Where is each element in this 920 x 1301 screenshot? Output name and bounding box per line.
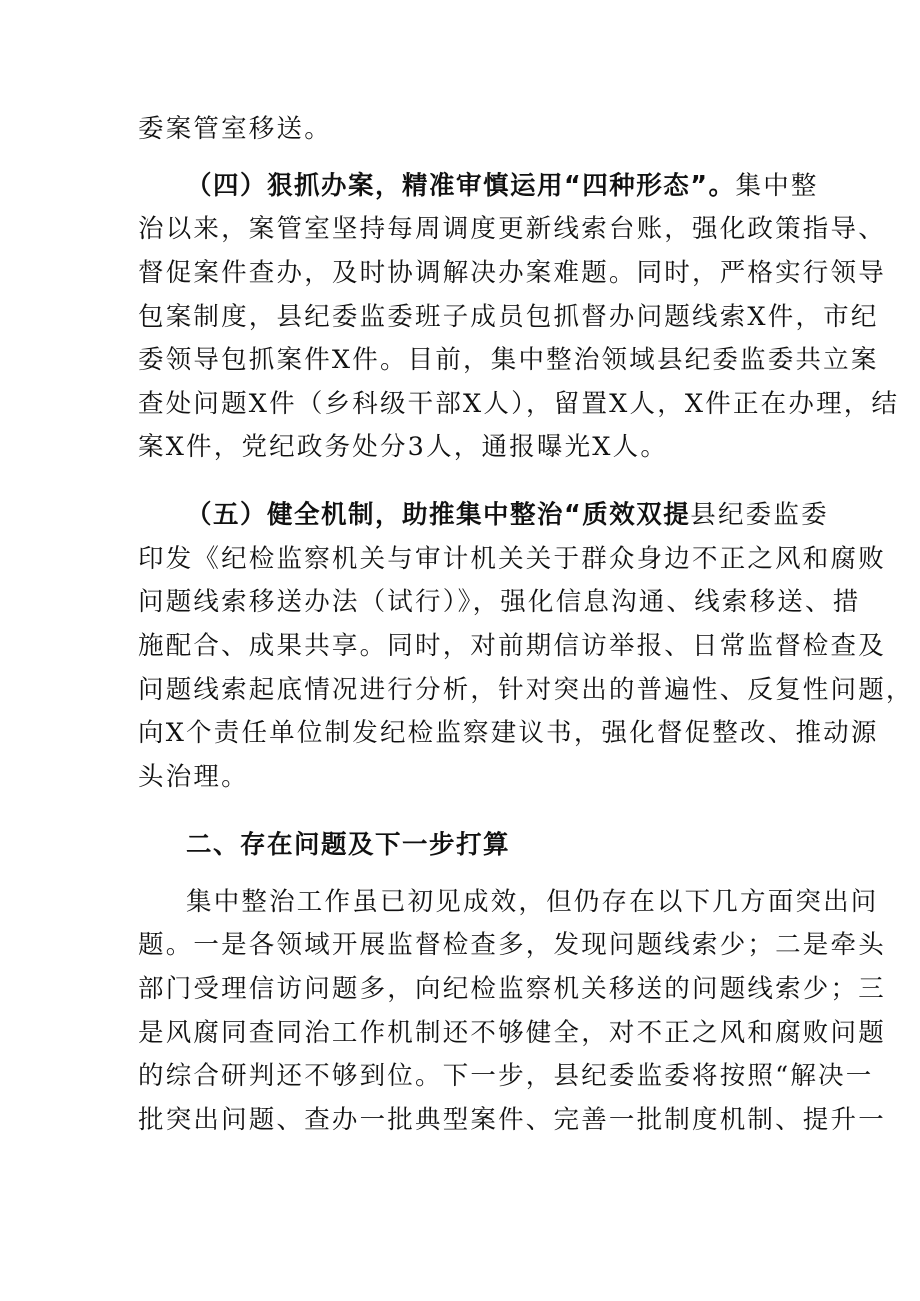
text: 是风腐同查同治工作机制还不够健全，对不正之风和腐败问题 — [138, 1018, 886, 1048]
text: 督促案件查办，及时协调解决办案难题。同时，严格实行领导 — [138, 258, 886, 288]
text: 集中整 — [735, 171, 819, 201]
text: 包案制度，县纪委监委班子成员包抓督办问题线索X件，市纪 — [138, 302, 879, 332]
paragraph-line — [138, 1014, 886, 1052]
text: 治以来，案管室坚持每周调度更新线索台账，强化政策指导、 — [138, 214, 886, 244]
paragraph-line — [138, 298, 879, 336]
text: 查处问题X件（乡科级干部X人），留置X人，X件正在办理，结 — [138, 389, 900, 419]
text: 问题线索起底情况进行分析，针对突出的普遍性、反复性问题， — [138, 675, 914, 705]
text: 县纪委监委 — [690, 500, 829, 530]
paragraph-line — [138, 671, 914, 709]
paragraph-line — [138, 540, 886, 578]
text: 向X个责任单位制发纪检监察建议书，强化督促整改、推动源 — [138, 718, 879, 748]
paragraph-line — [138, 110, 798, 148]
text: 委领导包抓案件X件。目前，集中整治领域县纪委监委共立案 — [138, 345, 879, 375]
text: 施配合、成果共享。同时，对前期信访举报、日常监督检查及 — [138, 631, 886, 661]
section-heading-line — [186, 826, 798, 864]
paragraph-line — [138, 341, 879, 379]
section-heading-four: （四）狠抓办案，精准审慎运用“四种形态”。 — [186, 171, 736, 201]
paragraph-line — [138, 428, 798, 466]
heading-five-line — [186, 496, 829, 534]
text: 集中整治工作虽已初见成效，但仍存在以下几方面突出问 — [186, 887, 879, 917]
paragraph-line — [186, 883, 879, 921]
paragraph-line — [138, 254, 886, 292]
paragraph-line — [138, 714, 879, 752]
text: 印发《纪检监察机关与审计机关关于群众身边不正之风和腐败 — [138, 544, 886, 574]
section-heading-two: 二、存在问题及下一步打算 — [186, 830, 511, 860]
text: 题。一是各领域开展监督检查多，发现问题线索少；二是牵头 — [138, 930, 886, 960]
paragraph-line — [138, 926, 886, 964]
paragraph-line — [138, 758, 798, 796]
paragraph-line — [138, 1101, 886, 1139]
text: 的综合研判还不够到位。下一步，县纪委监委将按照“解决一 — [138, 1061, 874, 1091]
paragraph-line — [138, 627, 886, 665]
paragraph-line — [138, 583, 861, 621]
paragraph-line — [138, 970, 886, 1008]
paragraph-line — [138, 210, 886, 248]
text: 委案管室移送。 — [138, 114, 332, 144]
text: 批突出问题、查办一批典型案件、完善一批制度机制、提升一 — [138, 1105, 886, 1135]
text: 问题线索移送办法（试行）》，强化信息沟通、线索移送、措 — [138, 587, 861, 617]
text: 头治理。 — [138, 762, 249, 792]
text: 案X件，党纪政务处分3人，通报曝光X人。 — [138, 432, 669, 462]
section-heading-five: （五）健全机制，助推集中整治“质效双提 — [186, 500, 691, 530]
paragraph-line — [138, 1057, 874, 1095]
text: 部门受理信访问题多，向纪检监察机关移送的问题线索少；三 — [138, 974, 886, 1004]
heading-four-line — [186, 167, 819, 205]
paragraph-line — [138, 385, 900, 423]
